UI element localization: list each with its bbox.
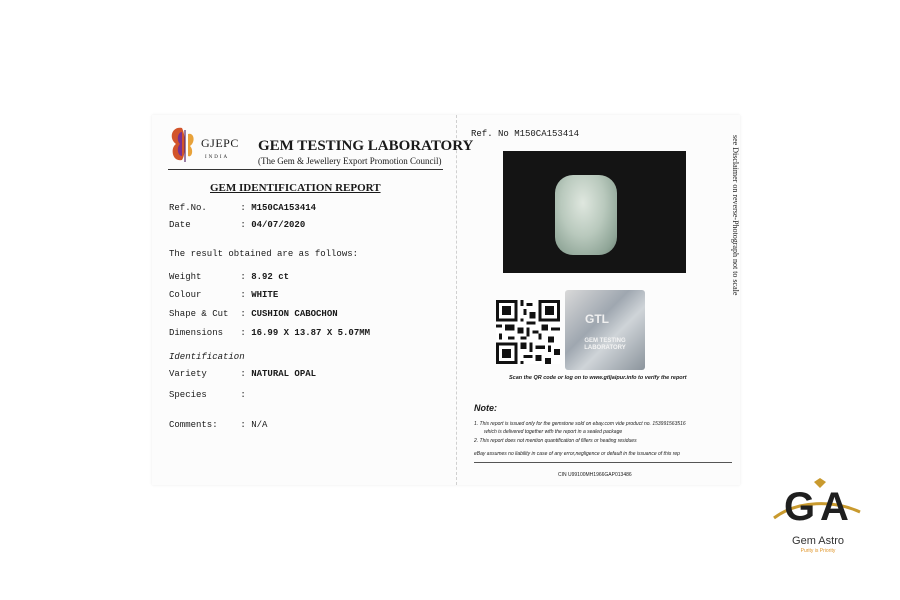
scan-instruction: Scan the QR code or log on to www.gtljaipur.info to verify the report bbox=[509, 375, 687, 381]
field-colour-label: Colour bbox=[169, 290, 202, 300]
field-shape bbox=[169, 309, 338, 319]
note-line-2: 2. This report does not mention quantification of fillers or heating residues bbox=[474, 438, 637, 444]
field-shape-label: Shape & Cut bbox=[169, 309, 229, 319]
lab-name: GEM TESTING LABORATORY bbox=[258, 138, 474, 154]
field-weight-label: Weight bbox=[169, 272, 202, 282]
fold-line bbox=[456, 115, 457, 485]
vertical-disclaimer: see Disclaimer on reverse-Photograph not to scale bbox=[731, 135, 740, 296]
right-ref-number: Ref. No M150CA153414 bbox=[471, 129, 580, 139]
field-shape-value: CUSHION CABOCHON bbox=[251, 309, 338, 319]
field-variety-label: Variety bbox=[169, 369, 207, 379]
field-shape-sep: : bbox=[240, 309, 246, 319]
svg-text:G: G bbox=[784, 485, 816, 528]
qr-code-icon[interactable] bbox=[496, 300, 560, 364]
field-species-label: Species bbox=[169, 390, 207, 400]
header-divider bbox=[168, 169, 443, 170]
field-dimensions-value: 16.99 X 13.87 X 5.07MM bbox=[251, 328, 371, 338]
field-comments bbox=[169, 420, 267, 430]
org-short-name: GJEPC bbox=[201, 136, 239, 150]
field-colour-sep: : bbox=[240, 290, 246, 300]
note-divider bbox=[474, 462, 732, 463]
field-variety bbox=[169, 369, 316, 379]
field-date-value: 04/07/2020 bbox=[251, 220, 306, 230]
note-title: Note: bbox=[474, 403, 497, 413]
lab-subtitle: (The Gem & Jewellery Export Promotion Council) bbox=[258, 156, 442, 166]
field-variety-value: NATURAL OPAL bbox=[251, 369, 317, 379]
identification-heading: Identification bbox=[169, 352, 245, 362]
field-ref bbox=[169, 203, 316, 213]
field-comments-sep: : bbox=[240, 420, 246, 430]
field-comments-label: Comments: bbox=[169, 420, 218, 430]
field-dimensions-label: Dimensions bbox=[169, 328, 224, 338]
field-variety-sep: : bbox=[240, 369, 246, 379]
brand-tagline: Purity is Priority bbox=[800, 548, 836, 554]
field-ref-value: M150CA153414 bbox=[251, 203, 317, 213]
note-line-1b: which is delivered together with the report in a sealed package bbox=[484, 429, 623, 435]
hologram-text: GEM TESTING LABORATORY bbox=[584, 338, 626, 351]
field-weight-value: 8.92 ct bbox=[251, 272, 290, 282]
field-colour bbox=[169, 290, 278, 300]
field-colour-value: WHITE bbox=[251, 290, 279, 300]
field-weight bbox=[169, 272, 289, 282]
intro-text: The result obtained are as follows: bbox=[169, 249, 359, 259]
note-line-3: eBay assumes no liability in case of any error,negligence or default in the issuance of this rep bbox=[474, 451, 680, 457]
note-line-1: 1. This report is issued only for the gemstone sold on ebay.com vide product no. 153991563516 bbox=[474, 421, 686, 427]
field-dimensions-sep: : bbox=[240, 328, 246, 338]
cin-number: CIN U99100MH1966GAP013486 bbox=[558, 472, 632, 478]
svg-text:A: A bbox=[820, 485, 849, 528]
field-date-label: Date bbox=[169, 220, 191, 230]
brand-name: Gem Astro bbox=[792, 535, 844, 547]
field-species-sep: : bbox=[240, 390, 246, 400]
hologram-mark: GTL bbox=[585, 312, 609, 326]
org-country: INDIA bbox=[205, 155, 230, 160]
field-ref-sep: : bbox=[240, 203, 246, 213]
hologram-icon bbox=[565, 290, 645, 370]
field-date bbox=[169, 220, 305, 230]
field-date-sep: : bbox=[240, 220, 246, 230]
opal-stone bbox=[555, 175, 617, 255]
field-species bbox=[169, 390, 246, 400]
gem-astro-logo-icon bbox=[768, 478, 864, 528]
report-title: GEM IDENTIFICATION REPORT bbox=[210, 182, 381, 194]
field-comments-value: N/A bbox=[251, 420, 268, 430]
field-weight-sep: : bbox=[240, 272, 246, 282]
field-ref-label: Ref.No. bbox=[169, 203, 207, 213]
field-dimensions bbox=[169, 328, 370, 338]
